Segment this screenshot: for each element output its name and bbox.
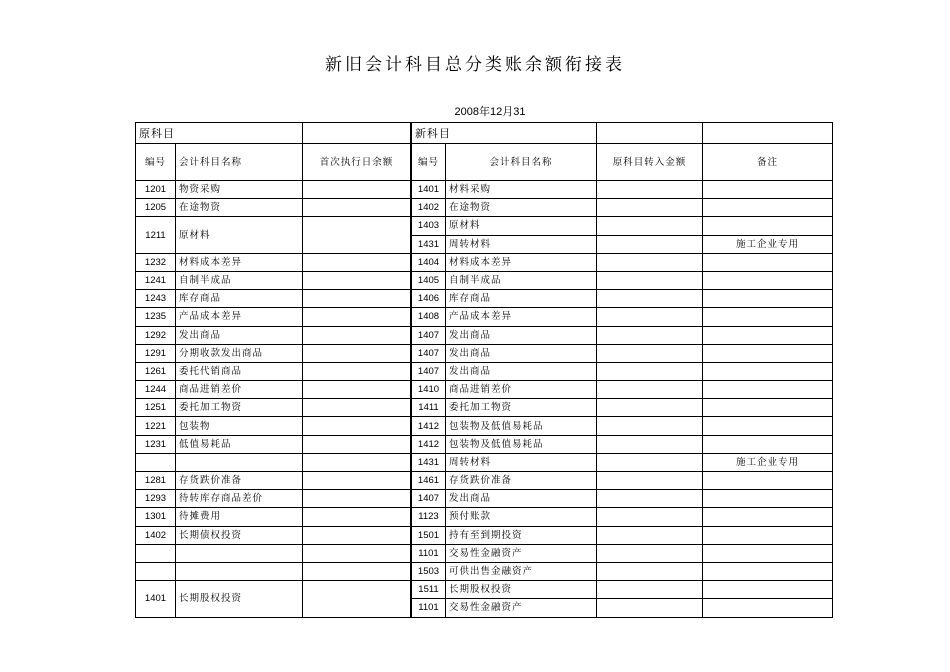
table-row xyxy=(412,435,833,453)
account-name: 委托加工物资 xyxy=(446,399,597,417)
column-header-name: 会计科目名称 xyxy=(176,144,303,181)
note-cell xyxy=(703,472,833,490)
account-code: 1241 xyxy=(136,271,176,289)
section-header-original: 原科目 xyxy=(136,123,303,144)
table-row xyxy=(412,526,833,544)
transfer-amount-cell xyxy=(597,490,703,508)
note-cell xyxy=(703,526,833,544)
balance-cell xyxy=(303,490,411,508)
account-name: 产品成本差异 xyxy=(446,308,597,326)
table-row xyxy=(136,326,303,344)
table-row xyxy=(136,490,303,508)
account-code: 1301 xyxy=(136,508,176,526)
table-row xyxy=(412,453,833,471)
account-name: 存货跌价准备 xyxy=(446,472,597,490)
account-code: 1402 xyxy=(412,199,446,217)
transfer-amount-cell xyxy=(597,508,703,526)
table-row xyxy=(412,417,833,435)
transfer-amount-cell xyxy=(597,435,703,453)
transfer-amount-cell xyxy=(597,526,703,544)
account-name: 委托代销商品 xyxy=(176,362,303,380)
account-code: 1244 xyxy=(136,381,176,399)
table-row xyxy=(303,308,411,326)
transfer-amount-cell xyxy=(597,417,703,435)
account-code: 1123 xyxy=(412,508,446,526)
account-name: 委托加工物资 xyxy=(176,399,303,417)
balance-cell xyxy=(303,581,411,617)
account-code xyxy=(136,453,176,471)
transfer-amount-cell xyxy=(597,308,703,326)
balance-cell xyxy=(303,544,411,562)
account-name xyxy=(176,453,303,471)
transfer-amount-cell xyxy=(597,381,703,399)
table-row xyxy=(303,326,411,344)
account-code: 1292 xyxy=(136,326,176,344)
original-balance-column xyxy=(302,122,411,618)
table-row xyxy=(303,472,411,490)
transfer-amount-cell xyxy=(597,599,703,617)
section-header-blank xyxy=(703,123,833,144)
table-row xyxy=(136,435,303,453)
transfer-amount-cell xyxy=(597,544,703,562)
account-name: 低值易耗品 xyxy=(176,435,303,453)
note-cell xyxy=(703,253,833,271)
note-cell xyxy=(703,544,833,562)
balance-cell xyxy=(303,181,411,199)
account-code xyxy=(136,544,176,562)
account-code: 1235 xyxy=(136,308,176,326)
column-header-balance: 首次执行日余额 xyxy=(303,144,411,181)
table-row xyxy=(412,217,833,235)
note-cell xyxy=(703,581,833,599)
balance-cell xyxy=(303,562,411,580)
account-name: 预付账款 xyxy=(446,508,597,526)
table-row xyxy=(303,271,411,289)
balance-cell xyxy=(303,344,411,362)
balance-cell xyxy=(303,526,411,544)
section-header-blank xyxy=(303,123,411,144)
table-row xyxy=(136,526,303,544)
note-cell xyxy=(703,181,833,199)
table-row xyxy=(412,508,833,526)
table-row xyxy=(303,453,411,471)
account-name: 发出商品 xyxy=(446,326,597,344)
balance-cell xyxy=(303,453,411,471)
account-code: 1511 xyxy=(412,581,446,599)
account-name: 包装物及低值易耗品 xyxy=(446,417,597,435)
table-row xyxy=(136,362,303,380)
table-row xyxy=(303,544,411,562)
account-name: 包装物 xyxy=(176,417,303,435)
account-name: 发出商品 xyxy=(446,362,597,380)
note-cell: 施工企业专用 xyxy=(703,235,833,253)
account-name: 发出商品 xyxy=(176,326,303,344)
account-code: 1407 xyxy=(412,326,446,344)
balance-cell xyxy=(303,399,411,417)
table-row xyxy=(136,271,303,289)
note-cell xyxy=(703,599,833,617)
note-cell xyxy=(703,217,833,235)
balance-cell xyxy=(303,472,411,490)
column-header-code: 编号 xyxy=(412,144,446,181)
account-name: 材料成本差异 xyxy=(176,253,303,271)
table-row xyxy=(412,490,833,508)
transfer-amount-cell xyxy=(597,217,703,235)
table-row xyxy=(303,490,411,508)
account-code: 1231 xyxy=(136,435,176,453)
note-cell: 施工企业专用 xyxy=(703,453,833,471)
account-name: 商品进销差价 xyxy=(176,381,303,399)
table-row xyxy=(412,581,833,599)
account-name: 自制半成品 xyxy=(176,271,303,289)
table-row xyxy=(412,362,833,380)
account-name: 长期债权投资 xyxy=(176,526,303,544)
account-code: 1402 xyxy=(136,526,176,544)
table-row xyxy=(136,199,303,217)
account-name: 长期股权投资 xyxy=(176,581,303,617)
account-name: 周转材料 xyxy=(446,235,597,253)
account-name: 分期收款发出商品 xyxy=(176,344,303,362)
page-title: 新旧会计科目总分类账余额衔接表 xyxy=(325,55,625,75)
note-cell xyxy=(703,290,833,308)
note-cell xyxy=(703,362,833,380)
transfer-amount-cell xyxy=(597,472,703,490)
note-cell xyxy=(703,562,833,580)
balance-cell xyxy=(303,253,411,271)
note-cell xyxy=(703,435,833,453)
balance-cell xyxy=(303,217,411,253)
account-name: 发出商品 xyxy=(446,490,597,508)
account-name: 原材料 xyxy=(446,217,597,235)
account-code: 1501 xyxy=(412,526,446,544)
column-header-note: 备注 xyxy=(703,144,833,181)
table-row xyxy=(303,362,411,380)
table-row xyxy=(412,381,833,399)
table-row xyxy=(303,526,411,544)
account-code: 1281 xyxy=(136,472,176,490)
account-name: 材料采购 xyxy=(446,181,597,199)
balance-cell xyxy=(303,362,411,380)
account-code: 1243 xyxy=(136,290,176,308)
transfer-amount-cell xyxy=(597,235,703,253)
account-code: 1406 xyxy=(412,290,446,308)
note-cell xyxy=(703,344,833,362)
account-code: 1221 xyxy=(136,417,176,435)
table-row xyxy=(136,417,303,435)
transfer-amount-cell xyxy=(597,581,703,599)
table-row xyxy=(412,271,833,289)
column-header-transfer: 原科目转入金额 xyxy=(597,144,703,181)
table-row xyxy=(136,381,303,399)
section-header-blank xyxy=(597,123,703,144)
note-cell xyxy=(703,271,833,289)
table-row xyxy=(136,544,303,562)
transfer-amount-cell xyxy=(597,453,703,471)
account-code xyxy=(136,562,176,580)
table-row xyxy=(303,435,411,453)
account-code: 1291 xyxy=(136,344,176,362)
account-code: 1401 xyxy=(412,181,446,199)
account-code: 1101 xyxy=(412,599,446,617)
transfer-amount-cell xyxy=(597,362,703,380)
account-name: 待转库存商品差价 xyxy=(176,490,303,508)
table-row xyxy=(303,417,411,435)
account-code: 1503 xyxy=(412,562,446,580)
table-row xyxy=(303,290,411,308)
account-name: 库存商品 xyxy=(176,290,303,308)
account-name: 库存商品 xyxy=(446,290,597,308)
account-name: 在途物资 xyxy=(176,199,303,217)
transfer-amount-cell xyxy=(597,326,703,344)
account-name: 发出商品 xyxy=(446,344,597,362)
table-row xyxy=(136,472,303,490)
table-row xyxy=(412,290,833,308)
table-row xyxy=(136,181,303,199)
column-header-code: 编号 xyxy=(136,144,176,181)
account-code: 1405 xyxy=(412,271,446,289)
account-code: 1293 xyxy=(136,490,176,508)
balance-cell xyxy=(303,417,411,435)
account-name: 包装物及低值易耗品 xyxy=(446,435,597,453)
account-name xyxy=(176,562,303,580)
note-cell xyxy=(703,199,833,217)
account-code: 1407 xyxy=(412,344,446,362)
table-row xyxy=(303,199,411,217)
table-row xyxy=(303,562,411,580)
account-code: 1211 xyxy=(136,217,176,253)
balance-cell xyxy=(303,199,411,217)
report-date: 2008年12月31 xyxy=(454,106,526,118)
account-name xyxy=(176,544,303,562)
table-row xyxy=(412,253,833,271)
account-name: 产品成本差异 xyxy=(176,308,303,326)
account-name: 可供出售金融资产 xyxy=(446,562,597,580)
account-name: 交易性金融资产 xyxy=(446,544,597,562)
table-row xyxy=(412,199,833,217)
account-code: 1407 xyxy=(412,362,446,380)
table-row xyxy=(412,181,833,199)
account-name: 交易性金融资产 xyxy=(446,599,597,617)
original-accounts-table xyxy=(135,122,303,618)
table-row xyxy=(136,253,303,271)
transfer-amount-cell xyxy=(597,562,703,580)
transfer-amount-cell xyxy=(597,271,703,289)
account-code: 1404 xyxy=(412,253,446,271)
balance-cell xyxy=(303,290,411,308)
table-row xyxy=(303,508,411,526)
note-cell xyxy=(703,417,833,435)
account-name: 商品进销差价 xyxy=(446,381,597,399)
table-row xyxy=(412,472,833,490)
account-code: 1205 xyxy=(136,199,176,217)
table-row xyxy=(136,308,303,326)
note-cell xyxy=(703,508,833,526)
table-row xyxy=(303,399,411,417)
table-row xyxy=(412,562,833,580)
table-row xyxy=(303,344,411,362)
table-row xyxy=(412,326,833,344)
account-code: 1410 xyxy=(412,381,446,399)
table-row xyxy=(412,399,833,417)
table-row xyxy=(303,381,411,399)
account-code: 1232 xyxy=(136,253,176,271)
table-row xyxy=(303,253,411,271)
table-row xyxy=(303,181,411,199)
account-name: 持有至到期投资 xyxy=(446,526,597,544)
table-row xyxy=(412,599,833,617)
account-code: 1431 xyxy=(412,453,446,471)
account-code: 1408 xyxy=(412,308,446,326)
transfer-amount-cell xyxy=(597,399,703,417)
account-code: 1412 xyxy=(412,417,446,435)
account-code: 1461 xyxy=(412,472,446,490)
account-code: 1261 xyxy=(136,362,176,380)
account-code: 1251 xyxy=(136,399,176,417)
section-header-new: 新科目 xyxy=(412,123,597,144)
table-row xyxy=(136,344,303,362)
balance-cell xyxy=(303,381,411,399)
table-row xyxy=(412,544,833,562)
balance-cell xyxy=(303,271,411,289)
account-code: 1201 xyxy=(136,181,176,199)
note-cell xyxy=(703,381,833,399)
account-name: 周转材料 xyxy=(446,453,597,471)
account-code: 1401 xyxy=(136,581,176,617)
column-header-name: 会计科目名称 xyxy=(446,144,597,181)
balance-cell xyxy=(303,308,411,326)
account-code: 1431 xyxy=(412,235,446,253)
account-code: 1411 xyxy=(412,399,446,417)
transfer-amount-cell xyxy=(597,199,703,217)
account-name: 自制半成品 xyxy=(446,271,597,289)
balance-cell xyxy=(303,435,411,453)
note-cell xyxy=(703,490,833,508)
account-name: 长期股权投资 xyxy=(446,581,597,599)
account-code: 1407 xyxy=(412,490,446,508)
transfer-amount-cell xyxy=(597,344,703,362)
balance-cell xyxy=(303,326,411,344)
table-row xyxy=(136,453,303,471)
note-cell xyxy=(703,326,833,344)
transfer-amount-cell xyxy=(597,290,703,308)
new-accounts-table xyxy=(411,122,833,618)
account-code: 1101 xyxy=(412,544,446,562)
table-row xyxy=(412,344,833,362)
note-cell xyxy=(703,399,833,417)
transfer-amount-cell xyxy=(597,253,703,271)
account-name: 在途物资 xyxy=(446,199,597,217)
account-name: 待摊费用 xyxy=(176,508,303,526)
table-row xyxy=(412,235,833,253)
account-code: 1403 xyxy=(412,217,446,235)
account-name: 物资采购 xyxy=(176,181,303,199)
balance-cell xyxy=(303,508,411,526)
transfer-amount-cell xyxy=(597,181,703,199)
account-name: 材料成本差异 xyxy=(446,253,597,271)
table-row xyxy=(412,308,833,326)
table-row xyxy=(136,508,303,526)
account-name: 原材料 xyxy=(176,217,303,253)
table-row xyxy=(136,562,303,580)
account-code: 1412 xyxy=(412,435,446,453)
table-row xyxy=(136,290,303,308)
note-cell xyxy=(703,308,833,326)
account-name: 存货跌价准备 xyxy=(176,472,303,490)
table-row xyxy=(136,399,303,417)
